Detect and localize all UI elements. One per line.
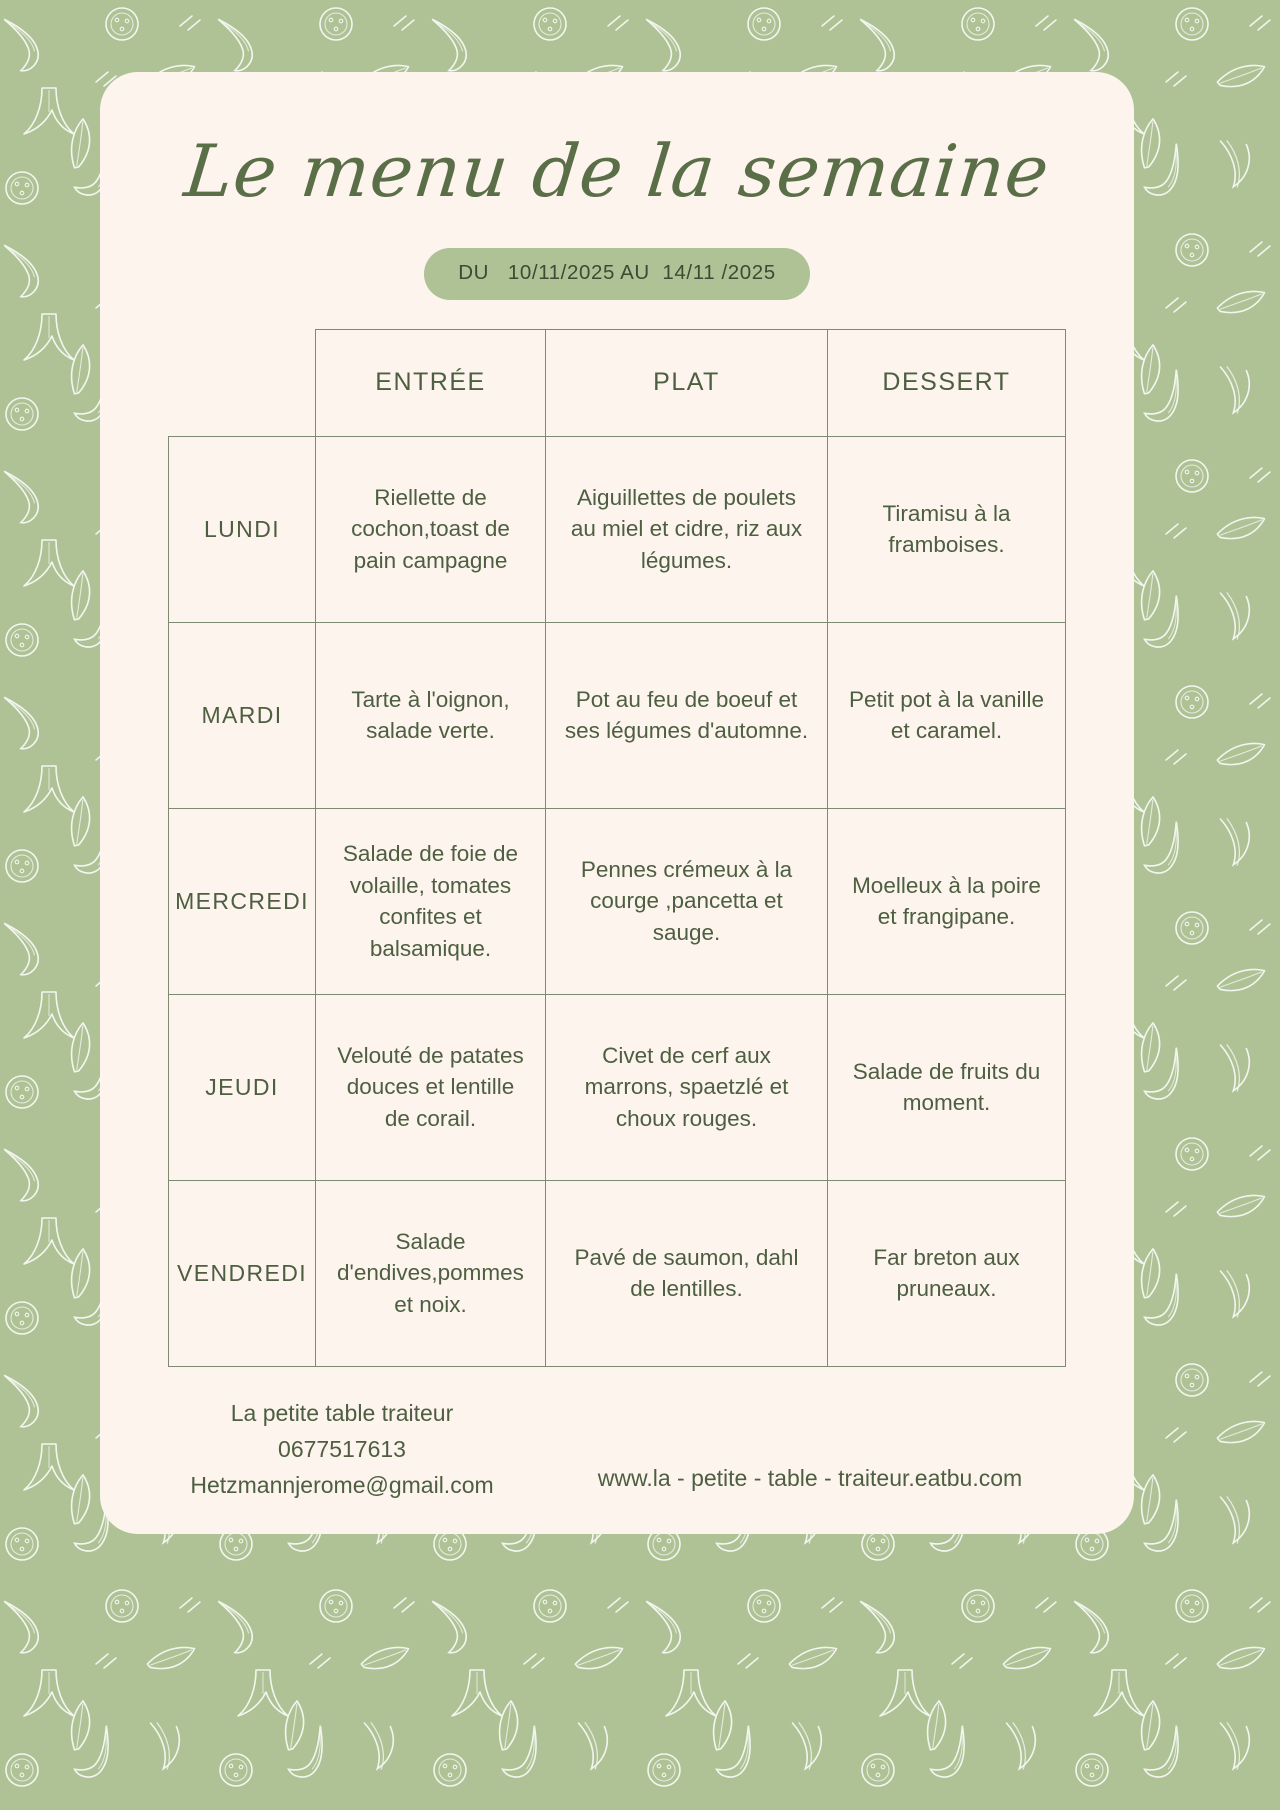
day-label-mercredi: MERCREDI [169, 808, 316, 994]
column-header-entree: ENTRÉE [316, 329, 546, 436]
dish-plat-lundi: Aiguillettes de poulets au miel et cidre, riz aux légumes. [546, 436, 828, 622]
date-range-row [100, 248, 1134, 300]
table-row [169, 994, 1066, 1180]
column-header-plat: PLAT [546, 329, 828, 436]
dish-plat-jeudi: Civet de cerf aux marrons, spaetzlé et choux rouges. [546, 994, 828, 1180]
dish-entree-lundi: Riellette de cochon,toast de pain campagne [316, 436, 546, 622]
website-url: www.la - petite - table - traiteur.eatbu.com [597, 1464, 1023, 1491]
dish-dessert-mercredi: Moelleux à la poire et frangipane. [828, 808, 1066, 994]
weekly-menu-table [168, 329, 1066, 1367]
date-range-badge: DU 10/11/2025 AU 14/11 /2025 [424, 248, 810, 300]
dish-entree-mercredi: Salade de foie de volaille, tomates confites et balsamique. [316, 808, 546, 994]
dish-dessert-vendredi: Far breton aux pruneaux. [828, 1180, 1066, 1366]
table-row [169, 622, 1066, 808]
dish-plat-mardi: Pot au feu de boeuf et ses légumes d'automne. [546, 622, 828, 808]
dish-dessert-lundi: Tiramisu à la framboises. [828, 436, 1066, 622]
menu-card [100, 72, 1134, 1534]
table-row [169, 1180, 1066, 1366]
day-label-mardi: MARDI [169, 622, 316, 808]
day-label-vendredi: VENDREDI [169, 1180, 316, 1366]
dish-entree-vendredi: Salade d'endives,pommes et noix. [316, 1180, 546, 1366]
dish-plat-vendredi: Pavé de saumon, dahl de lentilles. [546, 1180, 828, 1366]
dish-dessert-mardi: Petit pot à la vanille et caramel. [828, 622, 1066, 808]
dish-plat-mercredi: Pennes crémeux à la courge ,pancetta et sauge. [546, 808, 828, 994]
table-row [169, 808, 1066, 994]
day-label-jeudi: JEUDI [169, 994, 316, 1180]
column-header-dessert: DESSERT [828, 329, 1066, 436]
business-name: La petite table traiteur [230, 1399, 454, 1426]
menu-table-body [169, 436, 1066, 1366]
day-label-lundi: LUNDI [169, 436, 316, 622]
page-title: Le menu de la semaine [180, 129, 1054, 213]
table-corner-blank [169, 329, 316, 436]
dish-entree-jeudi: Velouté de patates douces et lentille de corail. [316, 994, 546, 1180]
menu-table-wrapper [168, 329, 1066, 1367]
dish-dessert-jeudi: Salade de fruits du moment. [828, 994, 1066, 1180]
dish-entree-mardi: Tarte à l'oignon, salade verte. [316, 622, 546, 808]
menu-table-head [169, 329, 1066, 436]
table-header-row [169, 329, 1066, 436]
table-row [169, 436, 1066, 622]
email-address: Hetzmannjerome@gmail.com [190, 1472, 494, 1499]
footer-contact [100, 1389, 1134, 1539]
phone-number: 0677517613 [278, 1435, 406, 1462]
